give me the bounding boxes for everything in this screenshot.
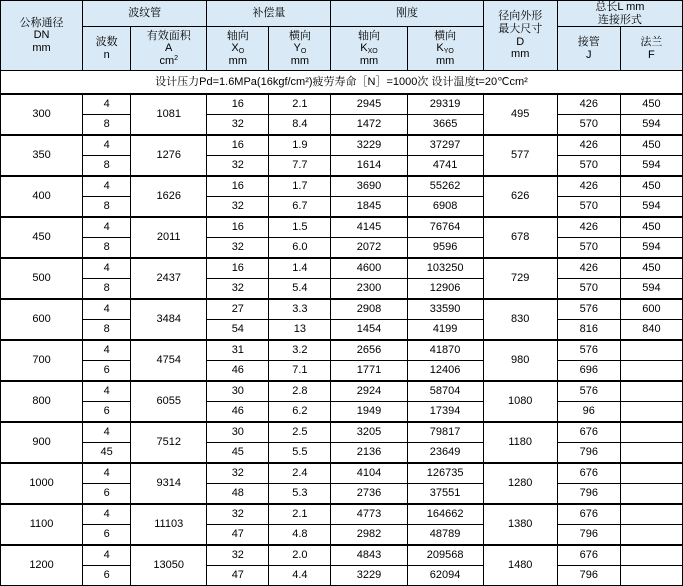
cell-length-flange <box>620 422 682 443</box>
cell-stiff-axial: 1472 <box>331 115 407 136</box>
cell-length-flange: 594 <box>620 238 682 259</box>
cell-comp-lateral: 8.4 <box>269 115 331 136</box>
table-row <box>1 238 683 259</box>
cell-outer-dimension: 980 <box>483 340 557 381</box>
header-comp-axial <box>207 27 269 71</box>
cell-wave-count: 45 <box>83 443 131 464</box>
cell-length-flange: 594 <box>620 115 682 136</box>
cell-stiff-axial: 2300 <box>331 279 407 300</box>
header-dn-line1: 公称通径 <box>19 16 64 29</box>
cell-wave-count: 6 <box>83 361 131 382</box>
cell-stiff-axial: 2945 <box>331 94 407 115</box>
cell-length-pipe: 676 <box>557 422 620 443</box>
cell-length-pipe: 576 <box>557 381 620 402</box>
cell-length-pipe: 570 <box>557 156 620 177</box>
cell-comp-lateral: 4.4 <box>269 566 331 586</box>
header-stiffness-group-label: 刚度 <box>396 7 419 20</box>
cell-length-flange <box>620 504 682 525</box>
cell-stiff-axial: 2908 <box>331 299 407 320</box>
header-length-group <box>557 1 682 27</box>
cell-comp-axial: 31 <box>207 340 269 361</box>
cell-comp-axial: 32 <box>207 279 269 300</box>
cell-comp-axial: 16 <box>207 135 269 156</box>
header-group-row <box>1 1 683 27</box>
cell-stiff-lateral: 6908 <box>407 197 483 218</box>
cell-stiff-axial: 4843 <box>331 545 407 566</box>
cell-wave-count: 6 <box>83 525 131 546</box>
cell-comp-lateral: 4.8 <box>269 525 331 546</box>
header-conn-pipe-line1: 接管 <box>577 36 600 49</box>
cell-stiff-lateral: 58704 <box>407 381 483 402</box>
cell-stiff-axial: 1845 <box>331 197 407 218</box>
cell-effective-area: 6055 <box>131 381 207 422</box>
cell-stiff-lateral: 9596 <box>407 238 483 259</box>
cell-dn: 400 <box>1 176 83 217</box>
cell-comp-lateral: 2.1 <box>269 504 331 525</box>
cell-outer-dimension: 1180 <box>483 422 557 463</box>
cell-length-pipe: 796 <box>557 566 620 586</box>
header-stiff-axial <box>331 27 407 71</box>
cell-stiff-axial: 3229 <box>331 135 407 156</box>
header-wave-count-line2: n <box>103 48 110 61</box>
cell-stiff-lateral: 164662 <box>407 504 483 525</box>
cell-stiff-axial: 4600 <box>331 258 407 279</box>
cell-dn: 700 <box>1 340 83 381</box>
header-compensation-group-label: 补偿量 <box>252 7 286 20</box>
cell-stiff-lateral: 79817 <box>407 422 483 443</box>
cell-length-flange: 450 <box>620 258 682 279</box>
header-compensation-group <box>207 1 331 27</box>
cell-wave-count: 8 <box>83 115 131 136</box>
cell-stiff-lateral: 17394 <box>407 402 483 423</box>
cell-stiff-lateral: 12906 <box>407 279 483 300</box>
cell-comp-axial: 30 <box>207 422 269 443</box>
cell-comp-lateral: 3.2 <box>269 340 331 361</box>
cell-effective-area: 2437 <box>131 258 207 299</box>
cell-comp-axial: 47 <box>207 525 269 546</box>
cell-length-flange <box>620 484 682 505</box>
table-row <box>1 320 683 341</box>
cell-stiff-axial: 1949 <box>331 402 407 423</box>
cell-comp-axial: 16 <box>207 94 269 115</box>
cell-length-flange: 594 <box>620 156 682 177</box>
cell-comp-axial: 54 <box>207 320 269 341</box>
design-note: 设计压力Pd=1.6MPa(16kgf/cm²)疲劳寿命［N］=1000次 设计温度t=20℃cm² <box>1 71 683 95</box>
cell-comp-axial: 32 <box>207 463 269 484</box>
header-area-line1: 有效面积 <box>146 29 191 42</box>
cell-wave-count: 8 <box>83 238 131 259</box>
header-comp-axial-line3: mm <box>228 55 247 68</box>
cell-comp-axial: 45 <box>207 443 269 464</box>
cell-comp-lateral: 7.1 <box>269 361 331 382</box>
cell-length-flange: 450 <box>620 135 682 156</box>
cell-stiff-axial: 2656 <box>331 340 407 361</box>
header-conn-flange-line1: 法兰 <box>640 36 663 49</box>
cell-wave-count: 4 <box>83 258 131 279</box>
cell-comp-lateral: 6.0 <box>269 238 331 259</box>
table-row <box>1 361 683 382</box>
cell-stiff-axial: 3205 <box>331 422 407 443</box>
cell-comp-axial: 47 <box>207 566 269 586</box>
header-stiff-lateral-line3: mm <box>435 55 455 68</box>
cell-wave-count: 4 <box>83 135 131 156</box>
table-row <box>1 545 683 566</box>
cell-outer-dimension: 678 <box>483 217 557 258</box>
cell-length-pipe: 426 <box>557 135 620 156</box>
cell-dn: 500 <box>1 258 83 299</box>
cell-length-flange: 450 <box>620 176 682 197</box>
cell-wave-count: 4 <box>83 94 131 115</box>
cell-length-flange <box>620 545 682 566</box>
cell-stiff-axial: 2736 <box>331 484 407 505</box>
cell-stiff-axial: 4773 <box>331 504 407 525</box>
header-length-group-label: 总长L mm <box>595 1 645 13</box>
cell-length-pipe: 796 <box>557 443 620 464</box>
header-stiff-axial-line3: mm <box>359 55 379 68</box>
cell-length-pipe: 426 <box>557 176 620 197</box>
cell-effective-area: 3484 <box>131 299 207 340</box>
cell-outer-dimension: 729 <box>483 258 557 299</box>
cell-dn: 1100 <box>1 504 83 545</box>
cell-length-pipe: 426 <box>557 94 620 115</box>
cell-stiff-lateral: 23649 <box>407 443 483 464</box>
cell-length-flange: 450 <box>620 217 682 238</box>
table-row <box>1 381 683 402</box>
header-outer-line4: mm <box>511 48 530 61</box>
table-row <box>1 94 683 115</box>
cell-stiff-axial: 2072 <box>331 238 407 259</box>
cell-outer-dimension: 830 <box>483 299 557 340</box>
cell-wave-count: 4 <box>83 299 131 320</box>
table-row <box>1 258 683 279</box>
cell-comp-lateral: 6.2 <box>269 402 331 423</box>
header-effective-area <box>131 27 207 71</box>
cell-dn: 450 <box>1 217 83 258</box>
cell-comp-axial: 16 <box>207 176 269 197</box>
cell-stiff-lateral: 76764 <box>407 217 483 238</box>
cell-length-flange <box>620 340 682 361</box>
cell-comp-lateral: 2.0 <box>269 545 331 566</box>
cell-stiff-lateral: 37297 <box>407 135 483 156</box>
cell-stiff-axial: 4145 <box>331 217 407 238</box>
cell-dn: 350 <box>1 135 83 176</box>
table-row <box>1 525 683 546</box>
table-row <box>1 484 683 505</box>
cell-comp-axial: 32 <box>207 197 269 218</box>
cell-comp-lateral: 5.3 <box>269 484 331 505</box>
cell-dn: 900 <box>1 422 83 463</box>
cell-comp-lateral: 5.5 <box>269 443 331 464</box>
header-bellows-group-label: 波纹管 <box>128 7 162 20</box>
cell-effective-area: 1081 <box>131 94 207 135</box>
cell-length-pipe: 676 <box>557 545 620 566</box>
header-comp-axial-line2: $X_O$ <box>231 42 245 56</box>
cell-stiff-lateral: 4741 <box>407 156 483 177</box>
cell-comp-lateral: 2.1 <box>269 94 331 115</box>
header-dn-line3: mm <box>32 41 51 54</box>
cell-wave-count: 6 <box>83 484 131 505</box>
cell-stiff-lateral: 55262 <box>407 176 483 197</box>
header-comp-axial-line1: 轴向 <box>226 29 249 42</box>
cell-stiff-axial: 1614 <box>331 156 407 177</box>
cell-length-pipe: 696 <box>557 361 620 382</box>
cell-comp-lateral: 2.4 <box>269 463 331 484</box>
cell-dn: 300 <box>1 94 83 135</box>
cell-comp-axial: 16 <box>207 217 269 238</box>
cell-stiff-lateral: 37551 <box>407 484 483 505</box>
cell-length-flange <box>620 525 682 546</box>
table-row <box>1 197 683 218</box>
cell-length-flange <box>620 443 682 464</box>
table-body <box>1 71 683 586</box>
cell-stiff-axial: 4104 <box>331 463 407 484</box>
cell-wave-count: 6 <box>83 566 131 586</box>
header-wave-count <box>83 27 131 71</box>
cell-wave-count: 8 <box>83 197 131 218</box>
table-row <box>1 217 683 238</box>
header-stiff-axial-line1: 轴向 <box>357 29 380 42</box>
cell-effective-area: 4754 <box>131 340 207 381</box>
table-row <box>1 422 683 443</box>
cell-wave-count: 4 <box>83 176 131 197</box>
cell-dn: 1000 <box>1 463 83 504</box>
cell-length-flange <box>620 381 682 402</box>
cell-dn: 800 <box>1 381 83 422</box>
cell-outer-dimension: 495 <box>483 94 557 135</box>
cell-dn: 600 <box>1 299 83 340</box>
cell-stiff-axial: 1454 <box>331 320 407 341</box>
cell-stiff-lateral: 29319 <box>407 94 483 115</box>
cell-comp-lateral: 1.5 <box>269 217 331 238</box>
header-comp-lateral-line2: $Y_O$ <box>293 42 307 56</box>
cell-outer-dimension: 626 <box>483 176 557 217</box>
cell-comp-axial: 32 <box>207 238 269 259</box>
table-row <box>1 504 683 525</box>
cell-length-pipe: 676 <box>557 504 620 525</box>
cell-length-pipe: 576 <box>557 299 620 320</box>
cell-length-flange: 600 <box>620 299 682 320</box>
design-note-row <box>1 71 683 95</box>
header-outer-dimension <box>483 1 557 71</box>
cell-length-pipe: 796 <box>557 484 620 505</box>
table-row <box>1 299 683 320</box>
cell-comp-lateral: 1.4 <box>269 258 331 279</box>
cell-comp-axial: 48 <box>207 484 269 505</box>
cell-comp-lateral: 2.8 <box>269 381 331 402</box>
header-stiff-lateral-line2: $K_{YO}$ <box>436 42 454 56</box>
cell-stiff-axial: 3229 <box>331 566 407 586</box>
cell-stiff-axial: 2982 <box>331 525 407 546</box>
cell-length-pipe: 570 <box>557 238 620 259</box>
table-row <box>1 463 683 484</box>
cell-effective-area: 7512 <box>131 422 207 463</box>
cell-length-pipe: 426 <box>557 258 620 279</box>
header-sub-row <box>1 27 683 71</box>
cell-wave-count: 8 <box>83 156 131 177</box>
cell-length-pipe: 570 <box>557 279 620 300</box>
cell-length-flange <box>620 463 682 484</box>
cell-stiff-lateral: 103250 <box>407 258 483 279</box>
cell-stiff-lateral: 48789 <box>407 525 483 546</box>
cell-stiff-lateral: 209568 <box>407 545 483 566</box>
cell-comp-axial: 46 <box>207 361 269 382</box>
header-connection-group-label: 连接形式 <box>597 13 642 26</box>
cell-length-pipe: 676 <box>557 463 620 484</box>
cell-stiff-lateral: 126735 <box>407 463 483 484</box>
cell-wave-count: 4 <box>83 545 131 566</box>
cell-comp-lateral: 7.7 <box>269 156 331 177</box>
cell-length-pipe: 96 <box>557 402 620 423</box>
header-area-exponent: 2 <box>174 55 179 63</box>
cell-length-flange <box>620 566 682 586</box>
table-row <box>1 176 683 197</box>
cell-effective-area: 1276 <box>131 135 207 176</box>
cell-length-flange: 594 <box>620 197 682 218</box>
cell-length-flange <box>620 361 682 382</box>
cell-length-pipe: 816 <box>557 320 620 341</box>
cell-stiff-axial: 1771 <box>331 361 407 382</box>
cell-wave-count: 8 <box>83 279 131 300</box>
cell-effective-area: 9314 <box>131 463 207 504</box>
cell-comp-lateral: 6.7 <box>269 197 331 218</box>
cell-outer-dimension: 1280 <box>483 463 557 504</box>
header-area-line2: A <box>165 42 173 55</box>
cell-effective-area: 1626 <box>131 176 207 217</box>
cell-wave-count: 4 <box>83 381 131 402</box>
cell-comp-axial: 30 <box>207 381 269 402</box>
cell-stiff-lateral: 3665 <box>407 115 483 136</box>
cell-stiff-axial: 2136 <box>331 443 407 464</box>
header-dn-line2: DN <box>33 29 50 42</box>
cell-comp-lateral: 5.4 <box>269 279 331 300</box>
header-bellows-group <box>83 1 207 27</box>
cell-comp-axial: 32 <box>207 545 269 566</box>
cell-wave-count: 8 <box>83 320 131 341</box>
header-connection-flange <box>620 27 682 71</box>
table-row <box>1 402 683 423</box>
header-stiff-lateral <box>407 27 483 71</box>
cell-outer-dimension: 1380 <box>483 504 557 545</box>
header-connection-pipe <box>557 27 620 71</box>
table-row <box>1 115 683 136</box>
cell-effective-area: 2011 <box>131 217 207 258</box>
cell-outer-dimension: 1080 <box>483 381 557 422</box>
cell-length-pipe: 570 <box>557 197 620 218</box>
cell-comp-lateral: 1.7 <box>269 176 331 197</box>
header-outer-line3: D <box>516 35 525 48</box>
cell-comp-lateral: 1.9 <box>269 135 331 156</box>
header-comp-lateral <box>269 27 331 71</box>
cell-stiff-axial: 2924 <box>331 381 407 402</box>
cell-stiff-lateral: 33590 <box>407 299 483 320</box>
header-stiff-axial-line2: $K_{XO}$ <box>360 42 378 56</box>
cell-wave-count: 4 <box>83 504 131 525</box>
cell-stiff-lateral: 62094 <box>407 566 483 586</box>
cell-stiff-axial: 3690 <box>331 176 407 197</box>
table-row <box>1 135 683 156</box>
cell-wave-count: 4 <box>83 217 131 238</box>
cell-length-flange: 450 <box>620 94 682 115</box>
cell-length-pipe: 426 <box>557 217 620 238</box>
cell-length-pipe: 576 <box>557 340 620 361</box>
table-row <box>1 443 683 464</box>
header-outer-line2: 最大尺寸 <box>498 23 543 35</box>
cell-comp-lateral: 3.3 <box>269 299 331 320</box>
cell-effective-area: 11103 <box>131 504 207 545</box>
header-comp-lateral-line1: 横向 <box>288 29 311 42</box>
cell-length-pipe: 796 <box>557 525 620 546</box>
cell-comp-axial: 32 <box>207 504 269 525</box>
cell-length-flange: 840 <box>620 320 682 341</box>
cell-comp-lateral: 13 <box>269 320 331 341</box>
cell-comp-lateral: 2.5 <box>269 422 331 443</box>
header-conn-flange-line2: F <box>648 48 655 61</box>
cell-outer-dimension: 577 <box>483 135 557 176</box>
header-area-line3: $cm^2$ <box>159 55 179 68</box>
cell-stiff-lateral: 4199 <box>407 320 483 341</box>
header-stiff-lateral-line1: 横向 <box>434 29 457 42</box>
header-nominal-diameter <box>1 1 83 71</box>
cell-dn: 1200 <box>1 545 83 586</box>
cell-effective-area: 13050 <box>131 545 207 586</box>
table-row <box>1 566 683 586</box>
header-outer-line1: 径向外形 <box>498 10 543 23</box>
cell-stiff-lateral: 41870 <box>407 340 483 361</box>
cell-length-pipe: 570 <box>557 115 620 136</box>
cell-comp-axial: 16 <box>207 258 269 279</box>
header-comp-lateral-line3: mm <box>290 55 310 68</box>
cell-wave-count: 4 <box>83 340 131 361</box>
cell-wave-count: 4 <box>83 422 131 443</box>
cell-length-flange <box>620 402 682 423</box>
cell-comp-axial: 32 <box>207 115 269 136</box>
cell-comp-axial: 46 <box>207 402 269 423</box>
header-wave-count-line1: 波数 <box>95 36 118 49</box>
cell-wave-count: 4 <box>83 463 131 484</box>
table-row <box>1 156 683 177</box>
header-stiffness-group <box>331 1 483 27</box>
cell-length-flange: 594 <box>620 279 682 300</box>
header-conn-pipe-line2: J <box>586 48 592 61</box>
cell-wave-count: 6 <box>83 402 131 423</box>
cell-comp-axial: 27 <box>207 299 269 320</box>
cell-stiff-lateral: 12406 <box>407 361 483 382</box>
table-row <box>1 279 683 300</box>
table-row <box>1 340 683 361</box>
cell-comp-axial: 32 <box>207 156 269 177</box>
cell-outer-dimension: 1480 <box>483 545 557 586</box>
